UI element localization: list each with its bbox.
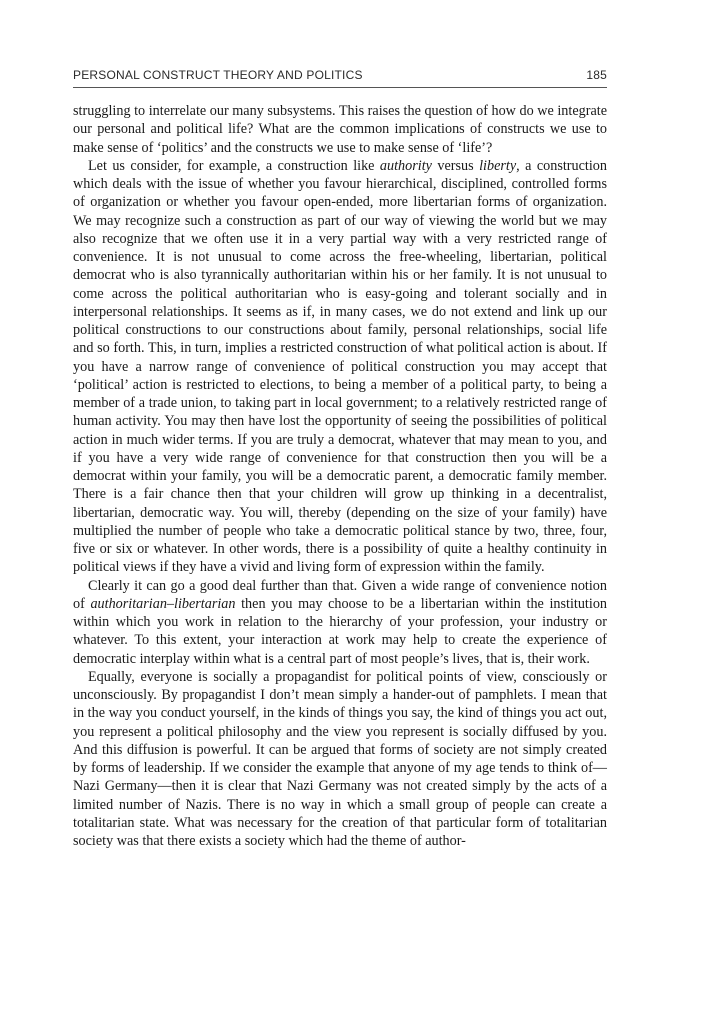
- page-number: 185: [586, 68, 607, 82]
- running-header: [73, 68, 607, 88]
- running-title: PERSONAL CONSTRUCT THEORY AND POLITICS: [73, 68, 363, 82]
- paragraph-4: Equally, everyone is socially a propagandist for political points of view, consciously or unconsciously. By propagandist I don’t mean simply a hander-out of pamphlets. I mean that in the way you conduct yourself, in the kinds of things you say, the kind of things you act out, you represent a political philosophy and the view you represent is socially diffused by you. And this diffusion is powerful. It can be argued that forms of society are not simply created by forms of leadership. If we consider the example that anyone of my age tends to think of—Nazi Germany—then it is clear that Nazi Germany was not created simply by the acts of a limited number of Nazis. There is no way in which a small group of people can create a totalitarian state. What was necessary for the creation of that particular form of totalitarian society was that there exists a society which had the theme of author-: [73, 668, 607, 849]
- term-liberty: liberty: [479, 157, 517, 174]
- paragraph-3-text-b: then you may choose to be a libertarian within the institution within which you work in relation to the hierarchy of your profession, your industry or whatever. To this extent, your interaction at work may help to create the experience of democratic interplay within what is a central part of most people’s lives, that is, their work.: [73, 595, 608, 667]
- term-authoritarian-libertarian: authoritarian–libertarian: [90, 595, 236, 612]
- paragraph-2-text-a: Let us consider, for example, a construction like: [88, 157, 380, 174]
- paragraph-2: [73, 157, 607, 577]
- term-authority: authority: [379, 157, 432, 174]
- body-text: [73, 102, 607, 850]
- paragraph-2-text-b: versus: [431, 157, 480, 174]
- paragraph-2-text-c: , a construction which deals with the issue of whether you favour hierarchical, disciplined, controlled forms of organization or whether you favour open-ended, more libertarian forms of organization. We may recognize such a construction as part of our way of viewing the world but we may also recognize that we often use it in a very partial way with a very restricted range of convenience. It is not unusual to come across the free-wheeling, libertarian, political democrat who is also tyrannically authoritarian within his or her family. It is not unusual to come across the political authoritarian who is easy-going and tolerant socially and in interpersonal relationships. It seems as if, in many cases, we do not extend and link up our political constructions to our constructions about family, personal relationships, social life and so forth. This, in turn, implies a restricted construction of what political action is about. If you have a narrow range of convenience of political construction you may accept that ‘political’ action is restricted to elections, to being a member of a political party, to being a member of a trade union, to taking part in local government; to a relatively restricted range of human activity. You may then have lost the opportunity of seeing the possibilities of political action in much wider terms. If you are truly a democrat, whatever that may mean to you, and if you have a very wide range of convenience for that construction then you will be a democrat within your family, you will be a democratic parent, a democratic family member. There is a fair chance then that your children will grow up thinking in a decentralist, libertarian, democratic way. You will, thereby (depending on the size of your family) have multiplied the number of people who take a democratic political stance by two, three, four, five or six or whatever. In other words, there is a possibility of quite a healthy continuity in political views if they have a vivid and living form of expression within the family.: [73, 157, 607, 576]
- paragraph-1: struggling to interrelate our many subsystems. This raises the question of how do we integrate our personal and political life? What are the common implications of constructs we use to make sense of ‘politics’ and the constructs we use to make sense of ‘life’?: [73, 103, 607, 156]
- paragraph-3-text-a: Clearly it can go a good deal further than that. Given a wide range of convenience notion of: [73, 577, 607, 612]
- paragraph-3: [73, 577, 607, 668]
- book-page: [73, 68, 607, 850]
